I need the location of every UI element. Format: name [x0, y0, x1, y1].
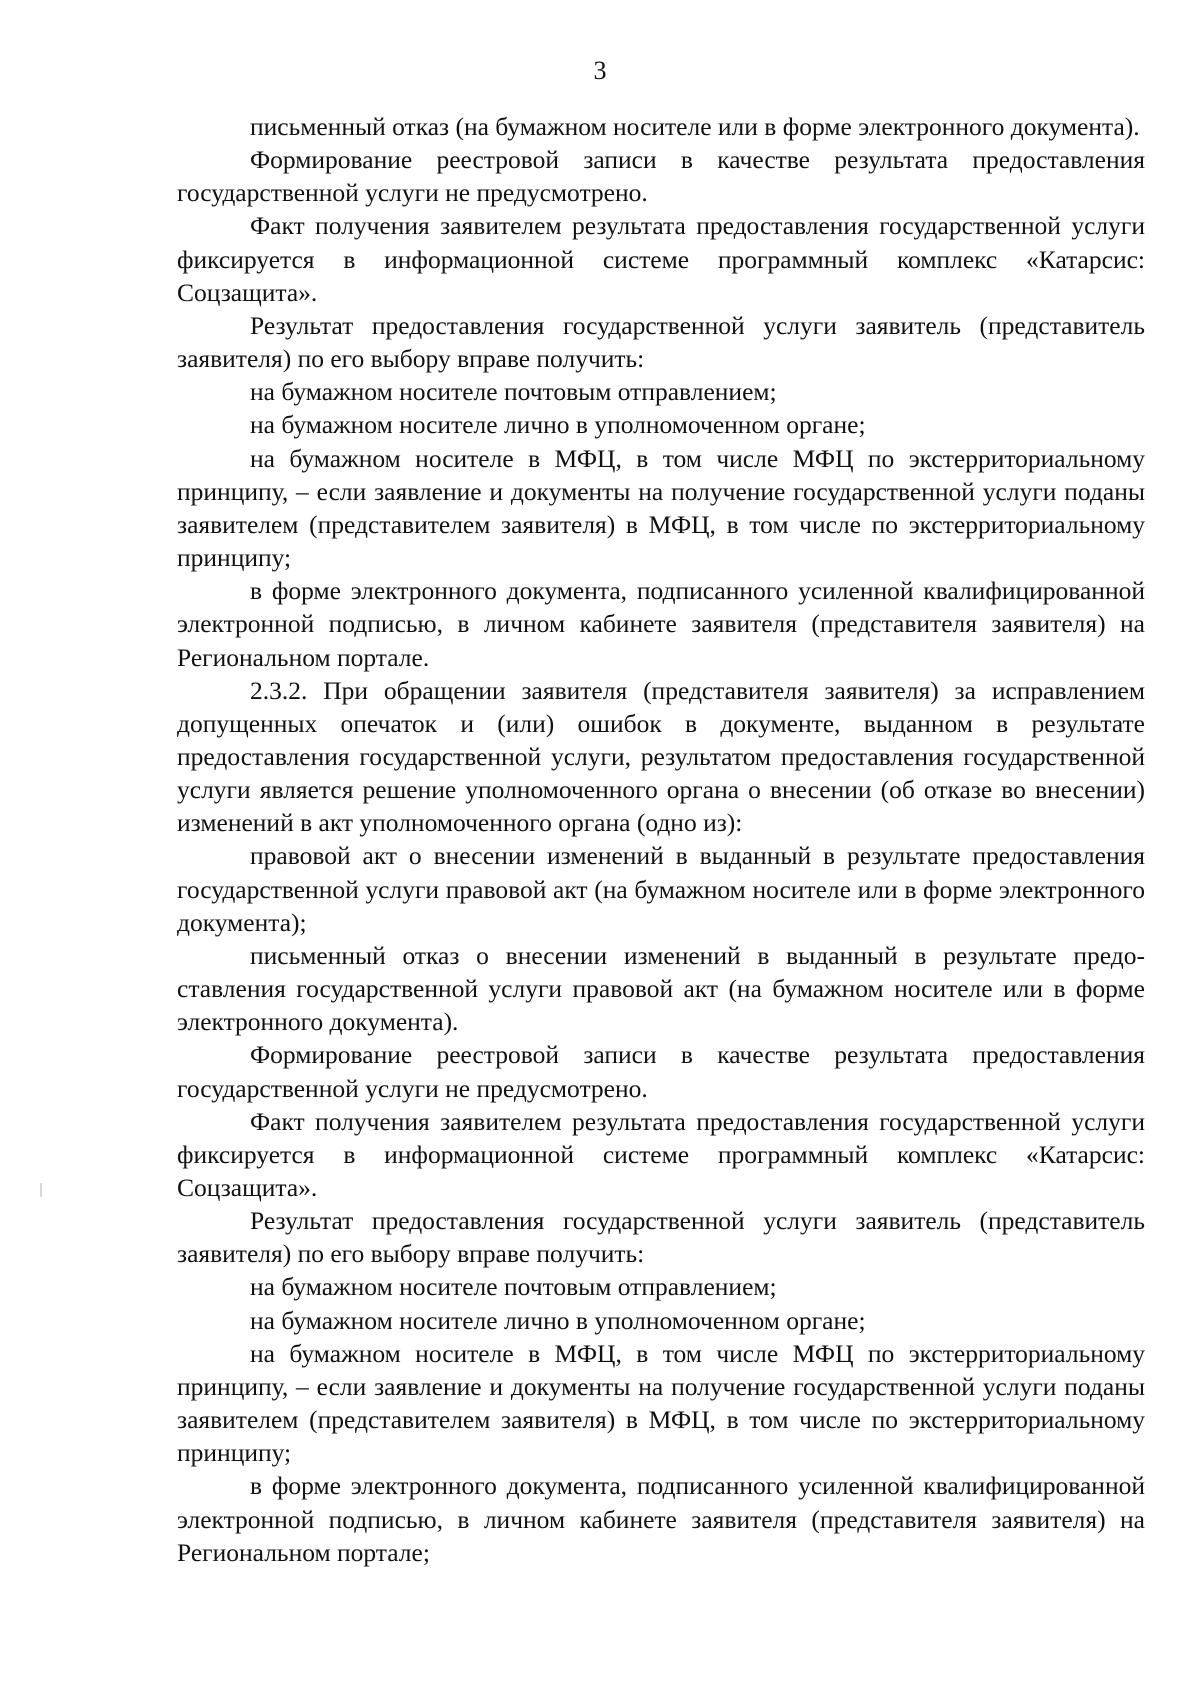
- list-item-in-person: на бумажном носителе лично в уполномоченном органе;: [250, 410, 866, 440]
- list-item-legal-act: правовой акт о внесении изменений в выданный в результате предоставления государственной услуги правовой акт (на бумажном носителе или в форме электронного документа);: [177, 841, 1145, 937]
- list-item-mfc: на бумажном носителе в МФЦ, в том числе МФЦ по экстерриториальному принципу, – если заявление и документы на получение государственной услуги поданы заявителем (представителем заявителя) в МФЦ, в том числе по экстерриториальному принципу;: [177, 443, 1145, 573]
- list-item-postal-2: на бумажном носителе почтовым отправлением;: [250, 1272, 777, 1302]
- paragraph-receipt-fact-2: Факт получения заявителем результата предоставления государственной услуги фиксируется в информационной системе программный комплекс «Катарсис: Соцзащита».: [177, 1106, 1145, 1202]
- paragraph-result-options-2: Результат предоставления государственной услуги заявитель (представитель заявителя) по его выбору вправе получить:: [177, 1206, 1145, 1269]
- list-item-electronic-2: в форме электронного документа, подписанного усиленной квалифицированной электронной подписью, в личном кабинете заявителя (представителя заявителя) на Региональном портале;: [177, 1471, 1145, 1567]
- paragraph-registry-record: Формирование реестровой записи в качестве результата предоставления государственной услуги не предусмотрено.: [177, 145, 1145, 208]
- paragraph-result-options: Результат предоставления государственной услуги заявитель (представитель заявителя) по его выбору вправе получить:: [177, 310, 1145, 374]
- paragraph-written-refusal: письменный отказ (на бумажном носителе или в форме электронного документа).: [250, 112, 1140, 141]
- list-item-refusal-changes: письменный отказ о внесении изменений в выданный в результате предоставления государственной услуги правовой акт (на бумажном носителе или в форме электронного документа).: [177, 940, 1145, 1037]
- paragraph-section-2-3-2: 2.3.2. При обращении заявителя (представителя заявителя) за исправлением допущенных опечаток и (или) ошибок в документе, выданном в результате предоставления государственной услуги, результатом предоставления государственной услуги является решение уполномоченного органа о внесении (об отказе во внесении) изменений в акт уполномоченного органа (одно из):: [177, 675, 1145, 838]
- document-body: [177, 110, 1145, 1569]
- list-item-in-person-2: на бумажном носителе лично в уполномоченном органе;: [250, 1305, 866, 1335]
- list-item-mfc-2: на бумажном носителе в МФЦ, в том числе МФЦ по экстерриториальному принципу, – если заявление и документы на получение государственной услуги поданы заявителем (представителем заявителя) в МФЦ, в том числе по экстерриториальному принципу;: [177, 1338, 1145, 1468]
- scan-artifact: [40, 1183, 42, 1197]
- page-number: 3: [593, 56, 607, 85]
- list-item-postal: на бумажном носителе почтовым отправлением;: [250, 377, 777, 407]
- paragraph-receipt-fact: Факт получения заявителем результата предоставления государственной услуги фиксируется в информационной системе программный комплекс «Катарсис: Соцзащита».: [177, 211, 1145, 307]
- list-item-electronic: в форме электронного документа, подписанного усиленной квалифицированной электронной подписью, в личном кабинете заявителя (представителя заявителя) на Региональном портале.: [177, 576, 1145, 672]
- paragraph-registry-record-2: Формирование реестровой записи в качестве результата предоставления государственной услуги не предусмотрено.: [177, 1040, 1145, 1103]
